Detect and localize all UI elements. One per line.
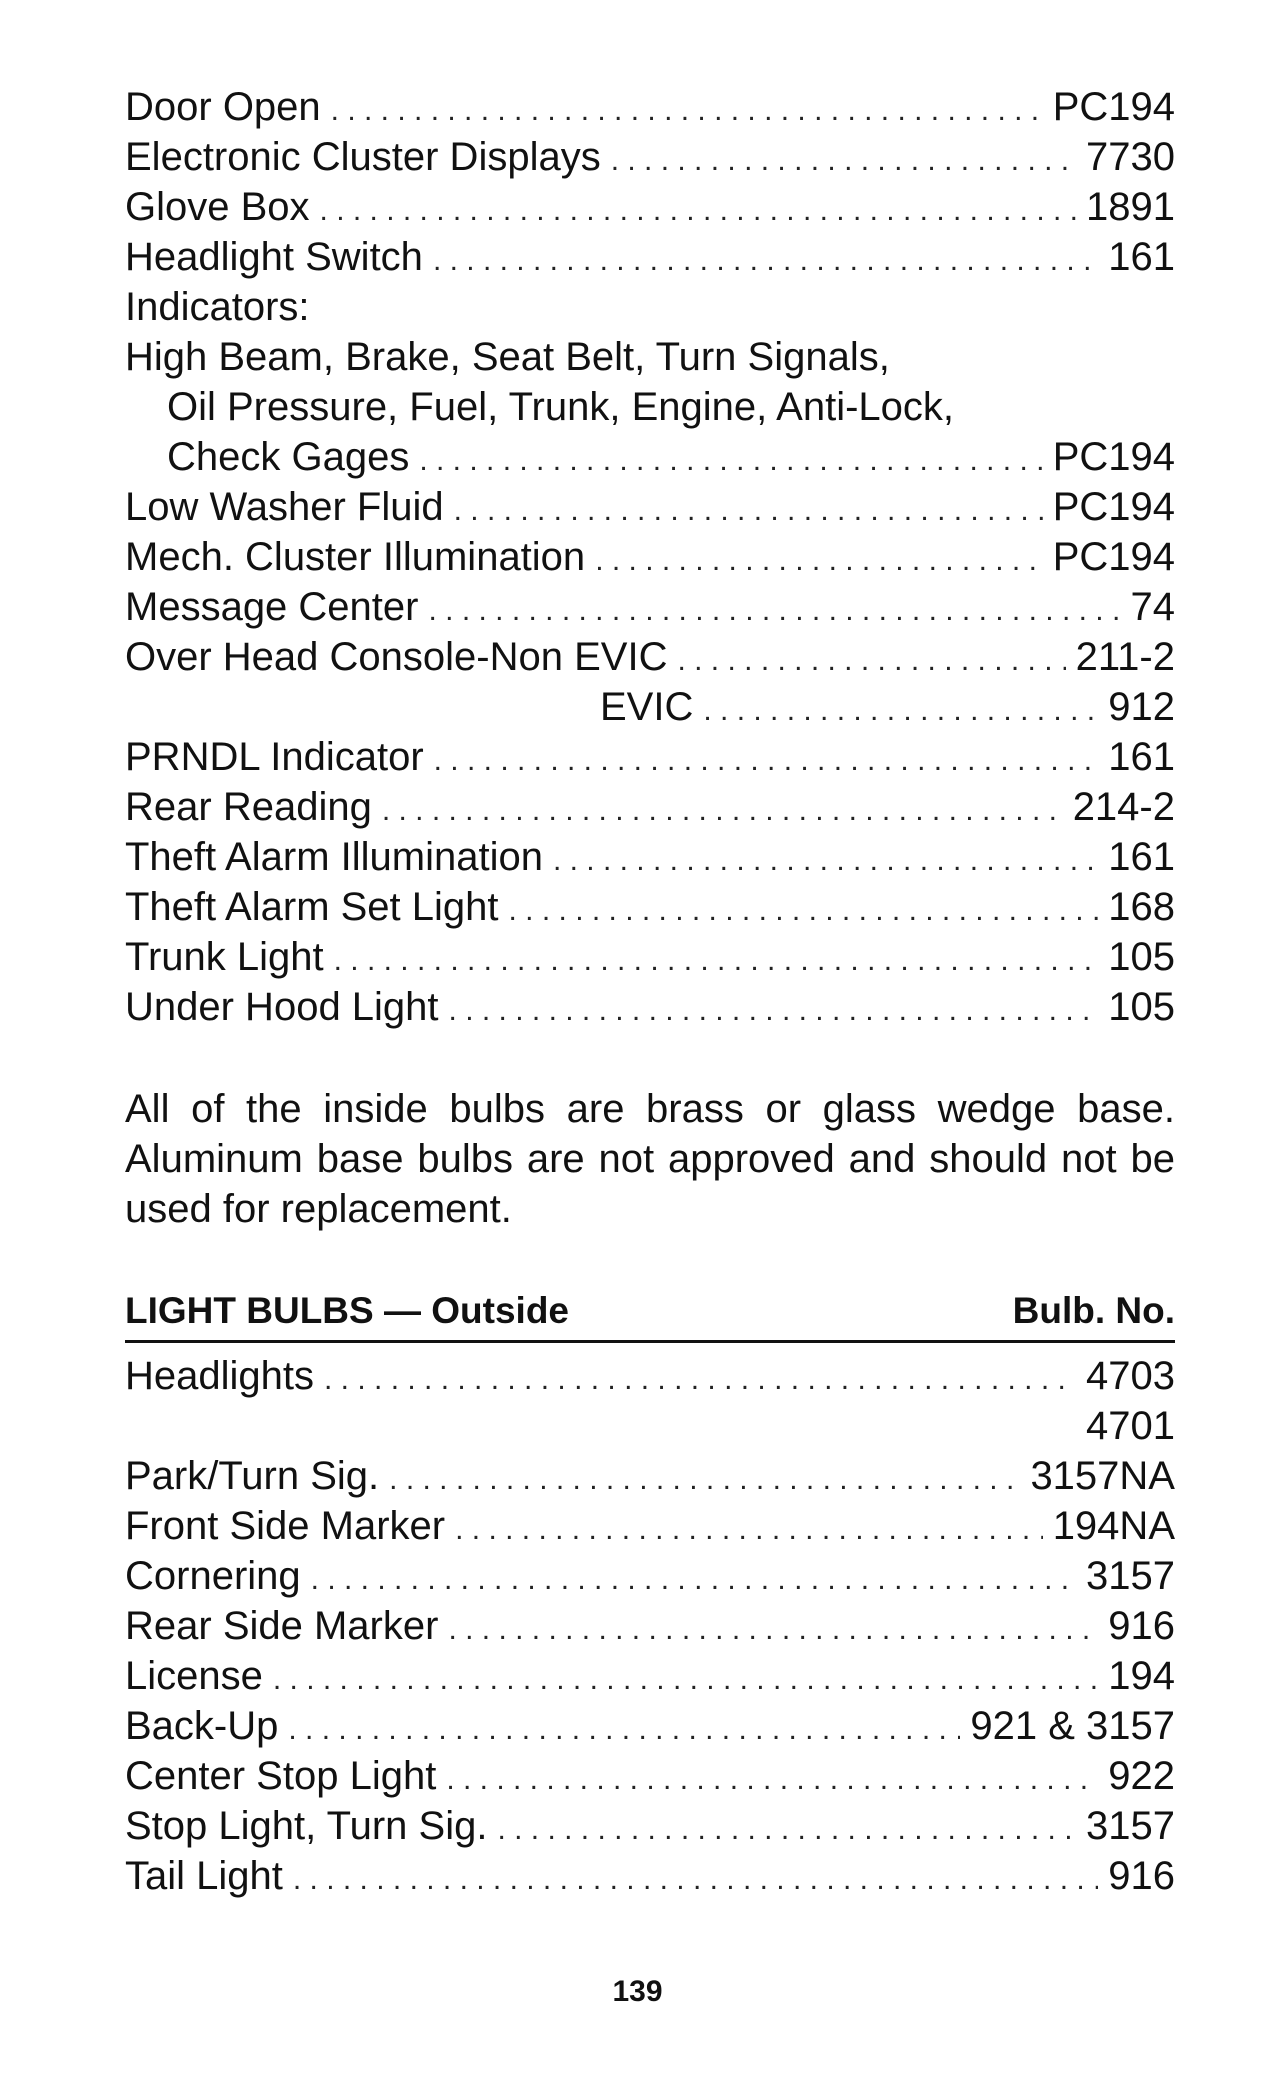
dot-leader bbox=[677, 636, 1065, 686]
list-item-theft-alarm-set-light bbox=[125, 882, 1175, 932]
item-label: Center Stop Light bbox=[125, 1754, 437, 1798]
bulb-number: 4703 bbox=[1086, 1354, 1175, 1398]
item-label: Theft Alarm Set Light bbox=[125, 885, 499, 929]
indicators-line-1: High Beam, Brake, Seat Belt, Turn Signals, bbox=[125, 335, 890, 379]
dot-leader bbox=[389, 1455, 1020, 1505]
list-item-center-stop-light bbox=[125, 1751, 1175, 1801]
item-label: Rear Side Marker bbox=[125, 1604, 439, 1648]
bulb-number: 161 bbox=[1108, 735, 1175, 779]
item-label: Check Gages bbox=[167, 435, 410, 479]
bulb-number: 4701 bbox=[1086, 1404, 1175, 1448]
bulb-number: 211-2 bbox=[1075, 635, 1175, 679]
bulb-number: 922 bbox=[1108, 1754, 1175, 1798]
dot-leader bbox=[446, 1755, 1098, 1805]
list-item-over-head-console-non-evic bbox=[125, 632, 1175, 682]
item-label: Glove Box bbox=[125, 185, 310, 229]
item-label: Rear Reading bbox=[125, 785, 372, 829]
item-label: Headlight Switch bbox=[125, 235, 423, 279]
bulb-number: 161 bbox=[1108, 235, 1175, 279]
dot-leader bbox=[331, 86, 1043, 136]
bulb-base-note: All of the inside bulbs are brass or glass wedge base. Aluminum base bulbs are not approved and should not be used for replacement. bbox=[125, 1087, 1175, 1231]
item-label: Low Washer Fluid bbox=[125, 485, 444, 529]
list-item-low-washer-fluid bbox=[125, 482, 1175, 532]
item-label: Over Head Console-Non EVIC bbox=[125, 635, 668, 679]
item-label: Front Side Marker bbox=[125, 1504, 446, 1548]
indicators-line-2: Oil Pressure, Fuel, Trunk, Engine, Anti-Lock, bbox=[167, 385, 955, 429]
dot-leader bbox=[273, 1655, 1098, 1705]
item-label: Message Center bbox=[125, 585, 419, 629]
bulb-number: 7730 bbox=[1086, 135, 1175, 179]
dot-leader bbox=[434, 736, 1099, 786]
dot-leader bbox=[293, 1855, 1098, 1905]
bulb-number: 1891 bbox=[1086, 185, 1175, 229]
dot-leader bbox=[703, 686, 1098, 736]
list-item-stop-light-turn-sig bbox=[125, 1801, 1175, 1851]
dot-leader bbox=[509, 886, 1099, 936]
list-item-door-open bbox=[125, 82, 1175, 132]
item-label: Cornering bbox=[125, 1554, 301, 1598]
dot-leader bbox=[324, 1355, 1076, 1405]
column-header-bulb-no: Bulb. No. bbox=[1012, 1290, 1175, 1331]
dot-leader bbox=[497, 1805, 1076, 1855]
section-title: LIGHT BULBS — Outside bbox=[125, 1290, 569, 1331]
item-label: Back-Up bbox=[125, 1704, 279, 1748]
bulb-number: 3157 bbox=[1086, 1554, 1175, 1598]
bulb-number: PC194 bbox=[1052, 435, 1175, 479]
bulb-number: PC194 bbox=[1052, 485, 1175, 529]
bulb-number: 916 bbox=[1108, 1854, 1175, 1898]
dot-leader bbox=[455, 1505, 1043, 1555]
list-item-front-side-marker bbox=[125, 1501, 1175, 1551]
bulb-number: 105 bbox=[1108, 935, 1175, 979]
bulb-number: 912 bbox=[1108, 685, 1175, 729]
bulb-number: 194NA bbox=[1052, 1504, 1175, 1548]
dot-leader bbox=[382, 786, 1063, 836]
list-item-glove-box bbox=[125, 182, 1175, 232]
list-item-under-hood-light bbox=[125, 982, 1175, 1032]
item-label: Headlights bbox=[125, 1354, 315, 1398]
dot-leader bbox=[553, 836, 1098, 886]
list-item-park-turn-sig bbox=[125, 1451, 1175, 1501]
item-label: Trunk Light bbox=[125, 935, 324, 979]
outside-section-header bbox=[125, 1286, 1175, 1343]
indicators-heading: Indicators: bbox=[125, 285, 310, 329]
dot-leader bbox=[288, 1705, 960, 1755]
list-item-check-gages bbox=[125, 432, 1175, 482]
item-label: Theft Alarm Illumination bbox=[125, 835, 543, 879]
item-label: Under Hood Light bbox=[125, 985, 439, 1029]
list-item-trunk-light bbox=[125, 932, 1175, 982]
bulb-number: 194 bbox=[1108, 1654, 1175, 1698]
list-item-headlights bbox=[125, 1351, 1175, 1401]
item-label: Mech. Cluster Illumination bbox=[125, 535, 586, 579]
bulb-number: 74 bbox=[1130, 585, 1175, 629]
bulb-number: 168 bbox=[1108, 885, 1175, 929]
bulb-number: 3157 bbox=[1086, 1804, 1175, 1848]
list-item-theft-alarm-illumination bbox=[125, 832, 1175, 882]
list-item-license bbox=[125, 1651, 1175, 1701]
item-label: Door Open bbox=[125, 85, 321, 129]
list-item-message-center bbox=[125, 582, 1175, 632]
dot-leader bbox=[611, 136, 1076, 186]
list-item-rear-reading bbox=[125, 782, 1175, 832]
list-item-headlights-alt bbox=[125, 1401, 1175, 1451]
bulb-number: 916 bbox=[1108, 1604, 1175, 1648]
item-label: Electronic Cluster Displays bbox=[125, 135, 601, 179]
item-label: Tail Light bbox=[125, 1854, 283, 1898]
list-item-mech-cluster-illumination bbox=[125, 532, 1175, 582]
bulb-number: 105 bbox=[1108, 985, 1175, 1029]
dot-leader bbox=[334, 936, 1099, 986]
item-label: Park/Turn Sig. bbox=[125, 1454, 380, 1498]
list-item-cornering bbox=[125, 1551, 1175, 1601]
item-label: EVIC bbox=[600, 685, 694, 729]
item-label: Stop Light, Turn Sig. bbox=[125, 1804, 488, 1848]
list-item-headlight-switch bbox=[125, 232, 1175, 282]
dot-leader bbox=[320, 186, 1076, 236]
list-item-rear-side-marker bbox=[125, 1601, 1175, 1651]
bulb-number: 214-2 bbox=[1072, 785, 1175, 829]
bulb-number: 921 & 3157 bbox=[970, 1704, 1175, 1748]
dot-leader bbox=[433, 236, 1098, 286]
page-number: 139 bbox=[612, 1975, 663, 2008]
item-label: License bbox=[125, 1654, 263, 1698]
dot-leader bbox=[419, 436, 1042, 486]
list-item-electronic-cluster-displays bbox=[125, 132, 1175, 182]
bulb-number: PC194 bbox=[1052, 85, 1175, 129]
dot-leader bbox=[454, 486, 1043, 536]
dot-leader bbox=[448, 1605, 1098, 1655]
list-item-back-up bbox=[125, 1701, 1175, 1751]
bulb-number: PC194 bbox=[1052, 535, 1175, 579]
dot-leader bbox=[449, 986, 1099, 1036]
list-item-evic bbox=[125, 682, 1175, 732]
bulb-number: 3157NA bbox=[1030, 1454, 1175, 1498]
item-label: PRNDL Indicator bbox=[125, 735, 424, 779]
dot-leader bbox=[595, 536, 1043, 586]
bulb-number: 161 bbox=[1108, 835, 1175, 879]
dot-leader bbox=[428, 586, 1120, 636]
list-item-prndl-indicator bbox=[125, 732, 1175, 782]
dot-leader bbox=[311, 1555, 1076, 1605]
list-item-tail-light bbox=[125, 1851, 1175, 1901]
manual-page bbox=[125, 82, 1175, 1901]
